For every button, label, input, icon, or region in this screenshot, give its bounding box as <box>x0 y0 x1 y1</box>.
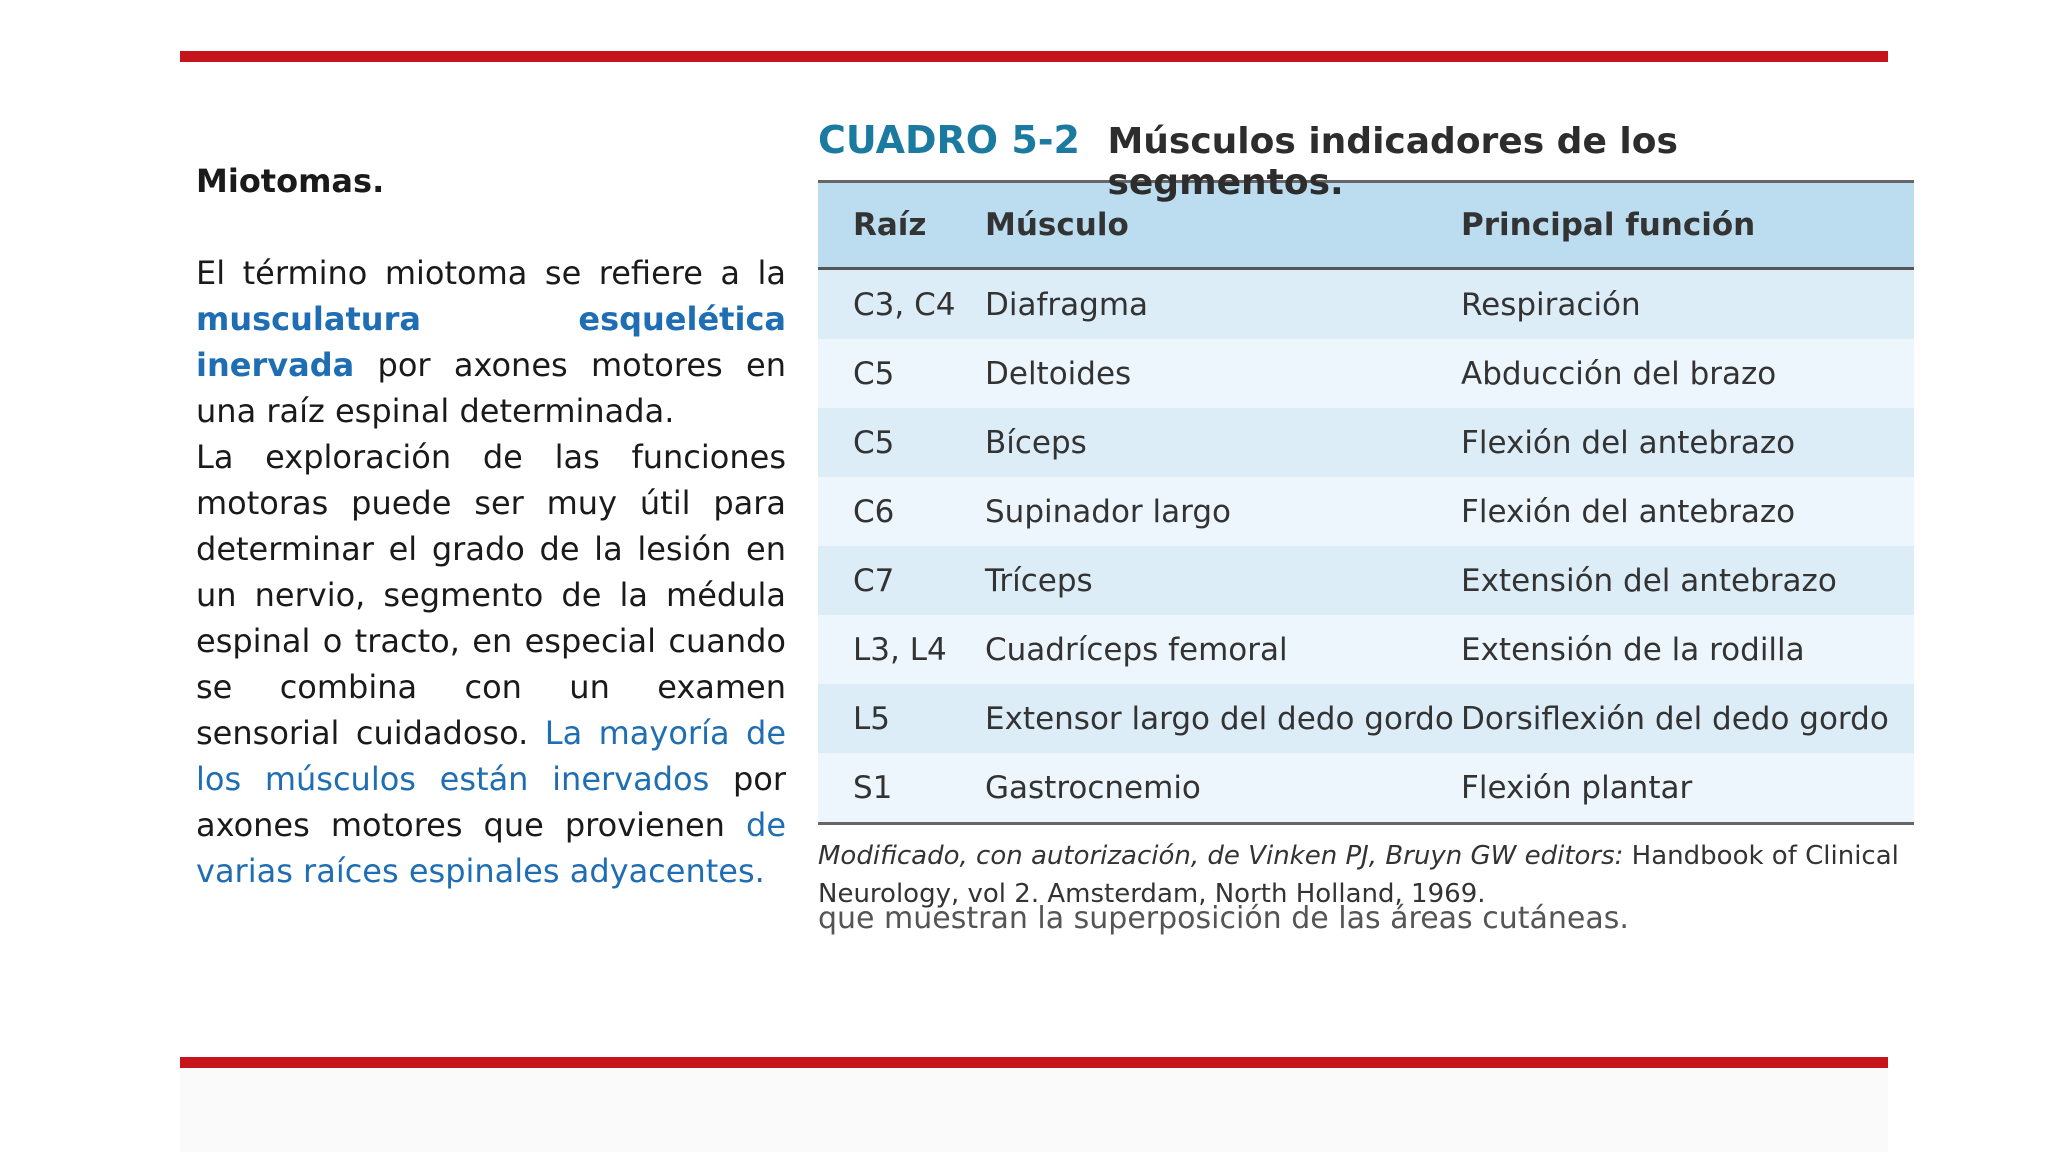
table-row <box>818 684 1914 753</box>
muscle-cell: Bíceps <box>985 424 1087 461</box>
clipped-text: que muestran la superposición de las áreas cutáneas. <box>818 901 1629 936</box>
clipped-text-line <box>818 901 1914 936</box>
definition-paragraph <box>196 250 786 434</box>
table-number: CUADRO 5-2 <box>818 118 1080 162</box>
table-title: Músculos indicadores de los segmentos. <box>1107 121 1678 203</box>
column-header-function: Principal función <box>1461 182 1914 269</box>
exploration-text-mid: por axones motores que provienen <box>196 760 786 844</box>
bottom-red-rule <box>180 1057 1888 1068</box>
root-cell: S1 <box>818 753 985 824</box>
function-cell: Extensión de la rodilla <box>1461 631 1805 668</box>
muscle-cell: Tríceps <box>985 562 1093 599</box>
table-figure <box>818 118 1914 936</box>
highlight-muscles-innervated: La mayoría de los músculos están inervados <box>196 714 787 798</box>
definition-text-end: por axones motores en una raíz espinal determinada. <box>196 346 786 430</box>
myotome-text-block <box>196 158 786 894</box>
muscle-cell: Diafragma <box>985 286 1149 323</box>
muscle-cell: Extensor largo del dedo gordo <box>985 700 1454 737</box>
highlight-adjacent-roots: de varias raíces espinales adyacentes. <box>196 806 786 890</box>
table-row <box>818 615 1914 684</box>
source-plain: Handbook of Clinical Neurology, vol 2. Amsterdam, North Holland, 1969. <box>818 841 1899 909</box>
muscle-cell: Deltoides <box>985 355 1132 392</box>
definition-text: El término miotoma se refiere a la <box>196 254 786 292</box>
column-header-root: Raíz <box>818 182 985 269</box>
root-cell: L5 <box>853 700 890 737</box>
muscle-segment-table <box>818 180 1914 825</box>
table-caption <box>818 118 1914 203</box>
column-header-muscle: Músculo <box>985 182 1461 269</box>
function-cell: Respiración <box>1461 286 1641 323</box>
table-row <box>818 339 1914 408</box>
function-cell: Abducción del brazo <box>1461 355 1777 392</box>
root-cell: C5 <box>853 355 895 392</box>
root-cell: C3, C4 <box>853 286 956 323</box>
muscle-cell: Supinador largo <box>985 493 1231 530</box>
table-row <box>818 753 1914 824</box>
highlight-skeletal-musculature: musculatura esquelética inervada <box>196 300 786 384</box>
root-cell: C7 <box>853 562 895 599</box>
function-cell: Flexión plantar <box>1461 753 1914 824</box>
source-italic: Modificado, con autorización, de Vinken PJ, Bruyn GW editors: <box>818 841 1624 871</box>
function-cell: Extensión del antebrazo <box>1461 562 1837 599</box>
function-cell: Flexión del antebrazo <box>1461 493 1796 530</box>
root-cell: C5 <box>853 424 895 461</box>
table-row <box>818 269 1914 340</box>
muscle-cell: Gastrocnemio <box>985 753 1461 824</box>
function-cell: Flexión del antebrazo <box>1461 424 1796 461</box>
exploration-text: La exploración de las funciones motoras puede ser muy útil para determinar el grado de la lesión en un nervio, segmento de la médula espinal o tracto, en especial cuando se combina con un examen sensorial cuidadoso. <box>196 438 786 752</box>
function-cell: Dorsiflexión del dedo gordo <box>1461 700 1889 737</box>
root-cell: L3, L4 <box>853 631 947 668</box>
table-row <box>818 408 1914 477</box>
exploration-paragraph <box>196 434 786 894</box>
muscle-cell: Cuadríceps femoral <box>985 631 1288 668</box>
footer-band <box>180 1068 1888 1152</box>
root-cell: C6 <box>853 493 895 530</box>
table-row <box>818 477 1914 546</box>
top-red-rule <box>180 51 1888 62</box>
section-heading: Miotomas. <box>196 162 385 200</box>
table-row <box>818 546 1914 615</box>
